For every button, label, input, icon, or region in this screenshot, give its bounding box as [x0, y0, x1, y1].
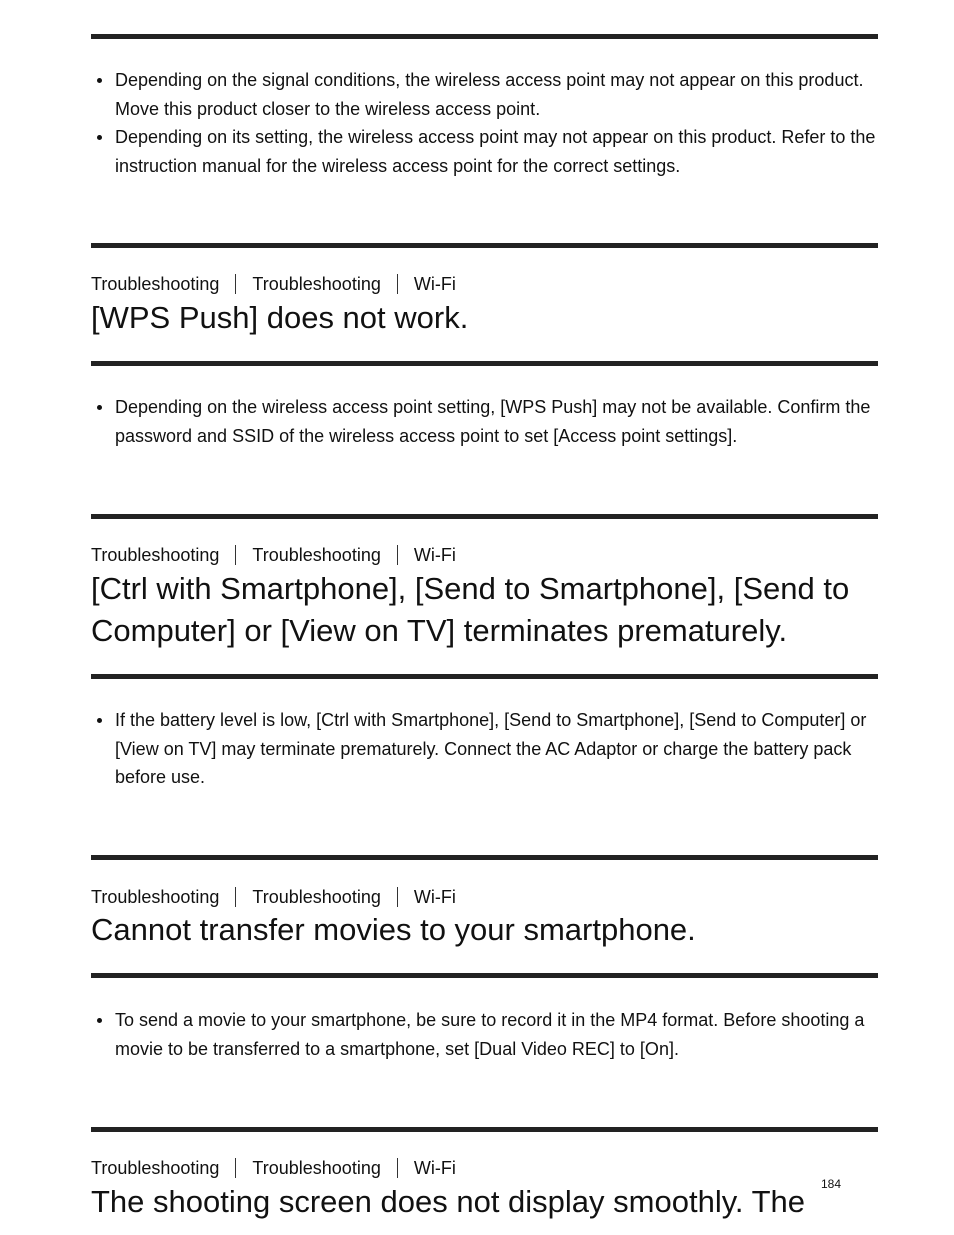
bullet-list: [91, 1006, 878, 1063]
section-title: [WPS Push] does not work.: [91, 300, 469, 335]
breadcrumb: [91, 273, 456, 295]
breadcrumb-item[interactable]: Troubleshooting: [91, 887, 220, 907]
breadcrumb-item[interactable]: Troubleshooting: [252, 274, 381, 294]
list-item: Depending on the wireless access point setting, [WPS Push] may not be available. Confirm the password and SSID of the wireless access point to set [Access point settings].: [91, 393, 878, 450]
list-item: Depending on the signal conditions, the wireless access point may not appear on this product. Move this product closer to the wireless access point.: [91, 66, 878, 123]
section-divider: [91, 514, 878, 519]
breadcrumb-separator: [397, 274, 398, 294]
section-divider: [91, 243, 878, 248]
bullet-list: [91, 706, 878, 792]
breadcrumb-item[interactable]: Troubleshooting: [252, 1158, 381, 1178]
list-item: If the battery level is low, [Ctrl with Smartphone], [Send to Smartphone], [Send to Computer] or [View on TV] may terminate prematurely. Connect the AC Adaptor or charge the battery pack before use.: [91, 706, 878, 792]
list-item: To send a movie to your smartphone, be sure to record it in the MP4 format. Before shooting a movie to be transferred to a smartphone, set [Dual Video REC] to [On].: [91, 1006, 878, 1063]
section-title: [Ctrl with Smartphone], [Send to Smartphone], [Send to Computer] or [View on TV] terminates prematurely.: [91, 571, 850, 648]
breadcrumb: [91, 544, 456, 566]
section-title: The shooting screen does not display smoothly. The: [91, 1184, 805, 1219]
bullet-list: [91, 393, 878, 450]
breadcrumb-separator: [397, 1158, 398, 1178]
section-divider: [91, 674, 878, 679]
breadcrumb-item[interactable]: Troubleshooting: [252, 545, 381, 565]
breadcrumb-item[interactable]: Troubleshooting: [91, 1158, 220, 1178]
breadcrumb-separator: [235, 274, 236, 294]
list-item: Depending on its setting, the wireless access point may not appear on this product. Refer to the instruction manual for the wireless access point for the correct settings.: [91, 123, 878, 180]
breadcrumb-separator: [235, 887, 236, 907]
breadcrumb-item[interactable]: Troubleshooting: [252, 887, 381, 907]
breadcrumb-item[interactable]: Troubleshooting: [91, 274, 220, 294]
breadcrumb-item[interactable]: Wi-Fi: [413, 887, 456, 907]
breadcrumb-item[interactable]: Wi-Fi: [413, 1158, 456, 1178]
breadcrumb-item[interactable]: Wi-Fi: [413, 274, 456, 294]
breadcrumb-item[interactable]: Troubleshooting: [91, 545, 220, 565]
section-divider: [91, 973, 878, 978]
section-divider: [91, 34, 878, 39]
section-title: Cannot transfer movies to your smartphone.: [91, 912, 696, 947]
section-divider: [91, 855, 878, 860]
breadcrumb-separator: [397, 887, 398, 907]
page-number: 184: [821, 1177, 842, 1191]
breadcrumb-item[interactable]: Wi-Fi: [413, 545, 456, 565]
bullet-list: [91, 66, 878, 180]
section-divider: [91, 361, 878, 366]
breadcrumb-separator: [235, 1158, 236, 1178]
section-divider: [91, 1127, 878, 1132]
breadcrumb-separator: [397, 545, 398, 565]
breadcrumb-separator: [235, 545, 236, 565]
breadcrumb: [91, 886, 456, 908]
breadcrumb: [91, 1157, 456, 1179]
